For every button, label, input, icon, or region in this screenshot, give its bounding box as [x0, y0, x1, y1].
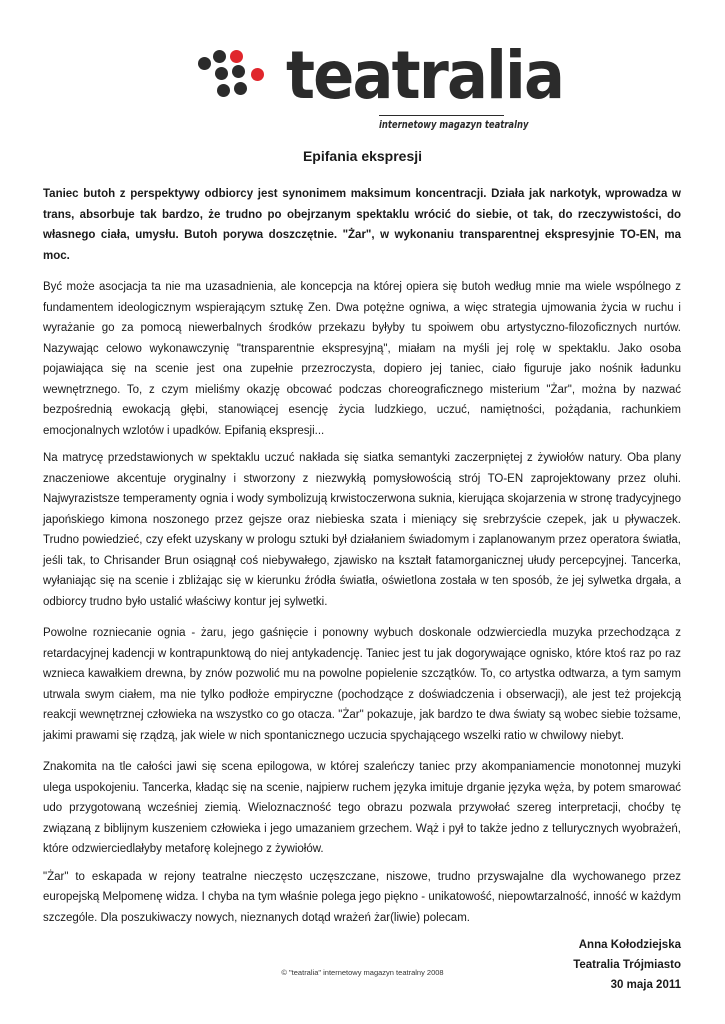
article-paragraph-4: Znakomita na tle całości jawi się scena epilogowa, w której szaleńczy taniec przy akompaniamencie monotonnej muzyki ulega uspokojeniu. Tancerka, kładąc się na scenie, najpierw ruchem języka imituje drganie języka węża, by potem smarować udo przygotowaną wcześniej ziemią. Wieloznaczność tego obrazu pozwala przywołać szereg interpretacji, choćby tę związaną z biblijnym kuszeniem człowieka i jego umazaniem grzechem. Wąż i pył to także jedno z tellurycznych wyobrażeń, które odzwierciedlałyby metaforę kolejnego z żywiołów.: [43, 761, 681, 855]
logo-dots-icon: [196, 47, 276, 107]
signature-block: [43, 935, 681, 995]
teatralia-logo: [196, 37, 564, 137]
article-paragraph-3: Powolne rozniecanie ognia - żaru, jego gaśnięcie i ponowny wybuch doskonale odzwierciedla muzyka przechodząca z retardacyjnej kadencji w kontrapunktową do niej antykadencję. Taniec jest tu jak dogorywające ognisko, które ktoś raz po raz wznieca kawałkiem drewna, by znów pozwolić mu na powolne popielenie szczątków. To, co artystka odtwarza, a tym samym utrwala swym ciałem, ma nie tylko podłoże empiryczne (pochodzące z doświadczenia i obserwacji), ale jest też projekcją reakcji wewnętrznej człowieka na wszystko co go otacza. "Żar" pokazuje, jak bardzo te dwa światy są wobec siebie tożsame, jakimi prawami się rządzą, jak wiele w nich spontanicznego uczucia spychającego wszelki ratio w chwilowy niebyt.: [43, 627, 681, 742]
article-title: Epifania ekspresji: [302, 148, 423, 164]
logo-wordmark: teatralia: [286, 37, 564, 114]
publication-date: 30 maja 2011: [610, 979, 681, 991]
copyright-footer: © "teatralia" internetowy magazyn teatralny 2008: [281, 968, 444, 977]
article-paragraph-2: Na matrycę przedstawionych w spektaklu uczuć nakłada się siatka semantyki zaczerpniętej z żywiołów natury. Oba plany znaczeniowe akcentuje oryginalny i stworzony z niezwykłą pomysłowością strój TO-EN zaprojektowany przez oluhi. Najwyrazistsze temperamenty ognia i wody symbolizują krwistoczerwona suknia, kierująca skojarzenia w stronę tradycyjnego japońskiego kimona noszonego przez gejsze oraz niebieska szata i mieniący się srebrzyście czepek, jak u pływaczek. Trudno powiedzieć, czy efekt uzyskany w prologu sztuki był działaniem świadomym i zaplanowanym przez operatora światła, jeśli tak, to Chrisander Brun osiągnął coś niebywałego, zjawisko na kształt fatamorganicznej ułudy percepcyjnej. Tancerka, wyłaniając się na scenie i zbliżając się w kierunku źródła światła, oświetlona została w ten sposób, że jej sylwetka drgała, a odbiorcy trudno było ustalić właściwy kontur jej sylwetki.: [43, 452, 681, 608]
article-body: [43, 184, 681, 995]
article-paragraph-1: Być może asocjacja ta nie ma uzasadnienia, ale koncepcja na której opiera się butoh według mnie ma wiele wspólnego z fundamentem ideologicznym wspierającym sztukę Zen. Dwa potężne ogniwa, a więc strategia ujmowania życia w ruchu i wyrażanie go za pomocą niewerbalnych środków przekazu byłyby tu spoiwem obu artystyczno-filozoficznych nurtów. Nazywając celowo wykonawczynię "transparentnie ekspresyjną", miałam na myśli jej rolę w spektaklu. Jako osoba pojawiająca się na scenie jest ona zupełnie przezroczysta, dopiero jej taniec, ciało figuruje jako nośnik ładunku wewnętrznego. To, z czym mieliśmy okazję obcować podczas choreograficznego misterium "Żar", można by nazwać bezpośrednią ewokacją głębi, stanowiącej esencję życia ludzkiego, uczuć, namiętności, pożądania, rachunkiem emocjonalnych wzlotów i upadków. Epifanią ekspresji...: [43, 281, 681, 437]
logo-rule: [379, 115, 504, 116]
publication-name: Teatralia Trójmiasto: [573, 959, 681, 971]
article-paragraph-5: "Żar" to eskapada w rejony teatralne nieczęsto uczęszczane, niszowe, trudno przyswajalne dla wychowanego przez europejską Melpomenę widza. I chyba na tym właśnie polega jego piękno - unikatowość, niepowtarzalność, inność w każdym szczególe. Dla poszukiwaczy nowych, nieznanych dotąd wrażeń żar(liwie) polecam.: [43, 870, 681, 924]
article-lead: Taniec butoh z perspektywy odbiorcy jest synonimem maksimum koncentracji. Działa jak narkotyk, wprowadza w trans, absorbuje tak bardzo, że trudno po obejrzanym spektaklu wrócić do siebie, ot tak, do rzeczywistości, do własnego ciała, umysłu. Butoh porywa doszczętnie. "Żar", w wykonaniu transparentnej ekspresyjnie TO-EN, ma moc.: [43, 188, 681, 262]
author-name: Anna Kołodziejska: [578, 939, 681, 951]
logo-tagline: internetowy magazyn teatralny: [379, 118, 529, 131]
